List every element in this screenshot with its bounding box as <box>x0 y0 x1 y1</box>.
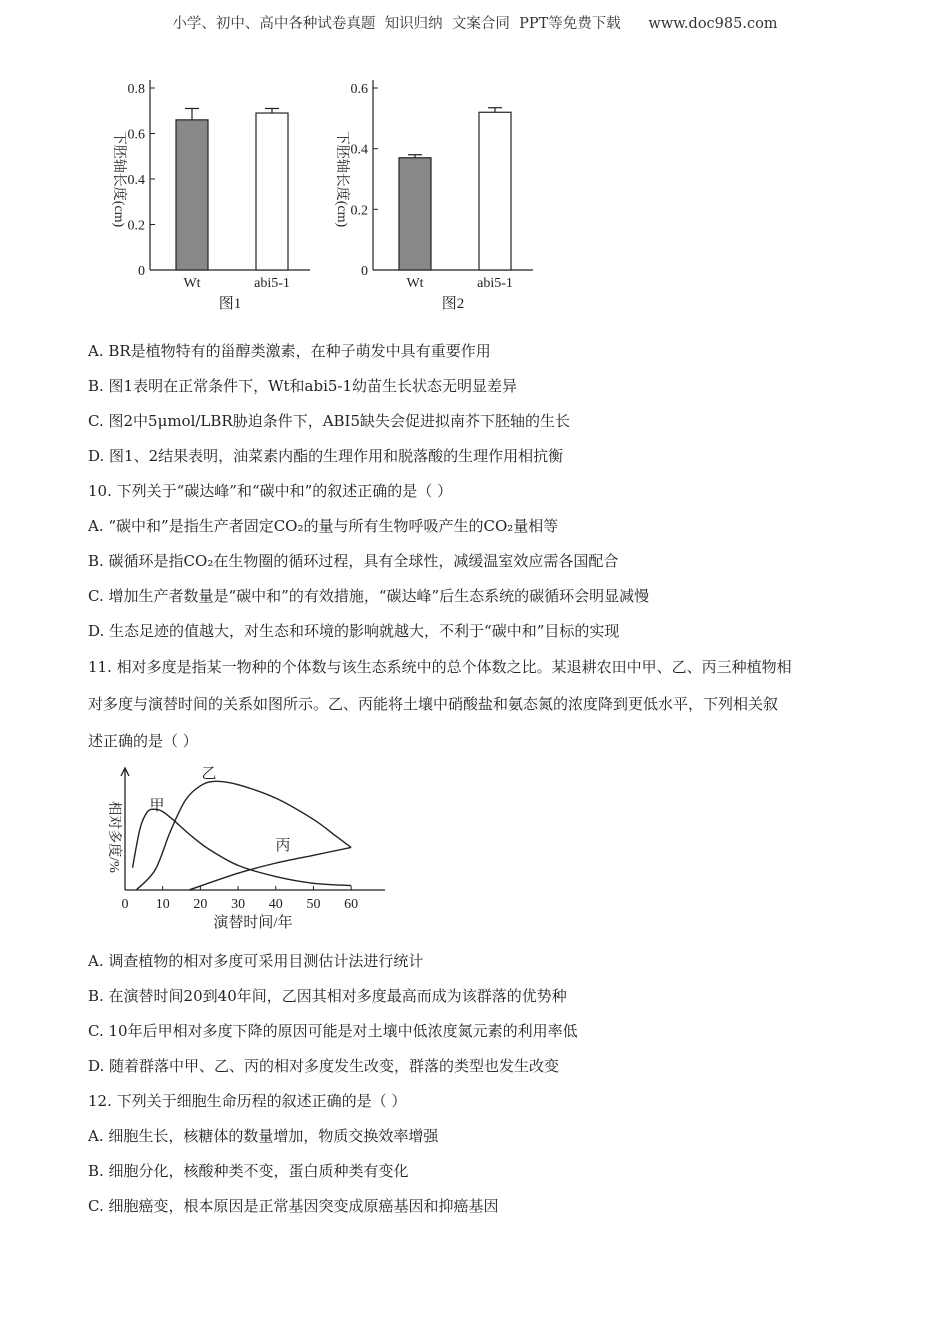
option-12b: B. 细胞分化，核酸种类不变，蛋白质种类有变化 <box>88 1162 409 1180</box>
figure-1-bar-chart <box>95 75 315 320</box>
fig2-title: 图2 <box>441 296 465 312</box>
fig1-y-tick-label: 0.6 <box>127 127 145 143</box>
series-label-0: 甲 <box>149 798 165 814</box>
fig1-bar-abi5-1 <box>256 113 288 270</box>
fig2-y-tick-label: 0.4 <box>350 142 368 158</box>
fig1-y-tick-label: 0.8 <box>127 82 145 97</box>
fig1-y-label: 下胚轴长度(cm) <box>111 130 126 228</box>
option-9d: D. 图1、2结果表明，油菜素内酯的生理作用和脱落酸的生理作用相抗衡 <box>88 447 564 465</box>
fig1-title: 图1 <box>218 296 242 312</box>
fig1-category-label: abi5-1 <box>254 276 290 291</box>
option-11a: A. 调查植物的相对多度可采用目测估计法进行统计 <box>88 952 424 970</box>
option-11b: B. 在演替时间20到40年间，乙因其相对多度最高而成为该群落的优势种 <box>88 987 567 1005</box>
option-9c: C. 图2中5μmol/LBR胁迫条件下，ABI5缺失会促进拟南芥下胚轴的生长 <box>88 412 571 430</box>
fig2-category-label: abi5-1 <box>477 276 513 291</box>
question-11-stem-line3: 述正确的是（ ） <box>88 732 198 750</box>
x-tick-label: 20 <box>193 897 208 912</box>
fig1-category-label: Wt <box>183 276 201 291</box>
option-10c: C. 增加生产者数量是“碳中和”的有效措施，“碳达峰”后生态系统的碳循环会明显减慢 <box>88 587 650 605</box>
question-11-stem-line2: 对多度与演替时间的关系如图所示。乙、丙能将土壤中硝酸盐和氨态氮的浓度降到更低水平，下列相关叙 <box>88 695 779 713</box>
option-11d: D. 随着群落中甲、乙、丙的相对多度发生改变，群落的类型也发生改变 <box>88 1057 560 1075</box>
option-10a: A. “碳中和”是指生产者固定CO₂的量与所有生物呼吸产生的CO₂量相等 <box>88 517 559 535</box>
option-12c: C. 细胞癌变，根本原因是正常基因突变成原癌基因和抑癌基因 <box>88 1197 499 1215</box>
x-tick-label: 30 <box>231 897 246 912</box>
fig1-y-tick-label: 0 <box>138 264 145 279</box>
fig2-y-tick-label: 0 <box>361 264 368 279</box>
option-9b: B. 图1表明在正常条件下，Wt和abi5-1幼苗生长状态无明显差异 <box>88 377 518 395</box>
option-10d: D. 生态足迹的值越大，对生态和环境的影响就越大，不利于“碳中和”目标的实现 <box>88 622 620 640</box>
fig1-y-tick-label: 0.2 <box>127 218 145 234</box>
x-tick-label: 10 <box>155 897 170 912</box>
option-10b: B. 碳循环是指CO₂在生物圈的循环过程，具有全球性，减缓温室效应需各国配合 <box>88 552 619 570</box>
x-tick-label: 40 <box>268 897 283 912</box>
series-label-1: 乙 <box>201 766 217 782</box>
fig2-y-tick-label: 0.6 <box>350 82 368 97</box>
series-label-2: 丙 <box>275 838 291 854</box>
figure-2-bar-chart <box>318 75 538 320</box>
option-12a: A. 细胞生长，核糖体的数量增加，物质交换效率增强 <box>88 1127 439 1145</box>
question-11-stem-line1: 11. 相对多度是指某一物种的个体数与该生态系统中的总个体数之比。某退耕农田中甲、乙、丙三种植物相 <box>88 658 792 676</box>
question-12-stem: 12. 下列关于细胞生命历程的叙述正确的是（ ） <box>88 1092 407 1110</box>
series-line-1 <box>136 781 351 890</box>
fig1-y-tick-label: 0.4 <box>127 173 145 188</box>
series-line-2 <box>189 847 351 890</box>
option-9a: A. BR是植物特有的甾醇类激素，在种子萌发中具有重要作用 <box>88 342 491 360</box>
succession-line-chart <box>95 758 385 938</box>
x-tick-label: 0 <box>121 897 129 912</box>
x-axis-label: 演替时间/年 <box>213 915 293 931</box>
page-header: 小学、初中、高中各种试卷真题 知识归纳 文案合同 PPT等免费下载 www.doc985.com <box>172 16 778 32</box>
option-11c: C. 10年后甲相对多度下降的原因可能是对土壤中低浓度氮元素的利用率低 <box>88 1022 578 1040</box>
fig1-bar-Wt <box>176 120 208 270</box>
x-tick-label: 50 <box>306 897 321 912</box>
fig2-category-label: Wt <box>406 276 424 291</box>
x-tick-label: 60 <box>344 897 359 912</box>
question-10-stem: 10. 下列关于“碳达峰”和“碳中和”的叙述正确的是（ ） <box>88 482 453 500</box>
fig2-y-tick-label: 0.2 <box>350 203 368 219</box>
fig2-bar-Wt <box>399 158 431 270</box>
y-axis-label: 相对多度/% <box>106 801 121 873</box>
series-line-0 <box>133 809 352 885</box>
fig2-y-label: 下胚轴长度(cm) <box>334 130 349 228</box>
fig2-bar-abi5-1 <box>479 112 511 270</box>
